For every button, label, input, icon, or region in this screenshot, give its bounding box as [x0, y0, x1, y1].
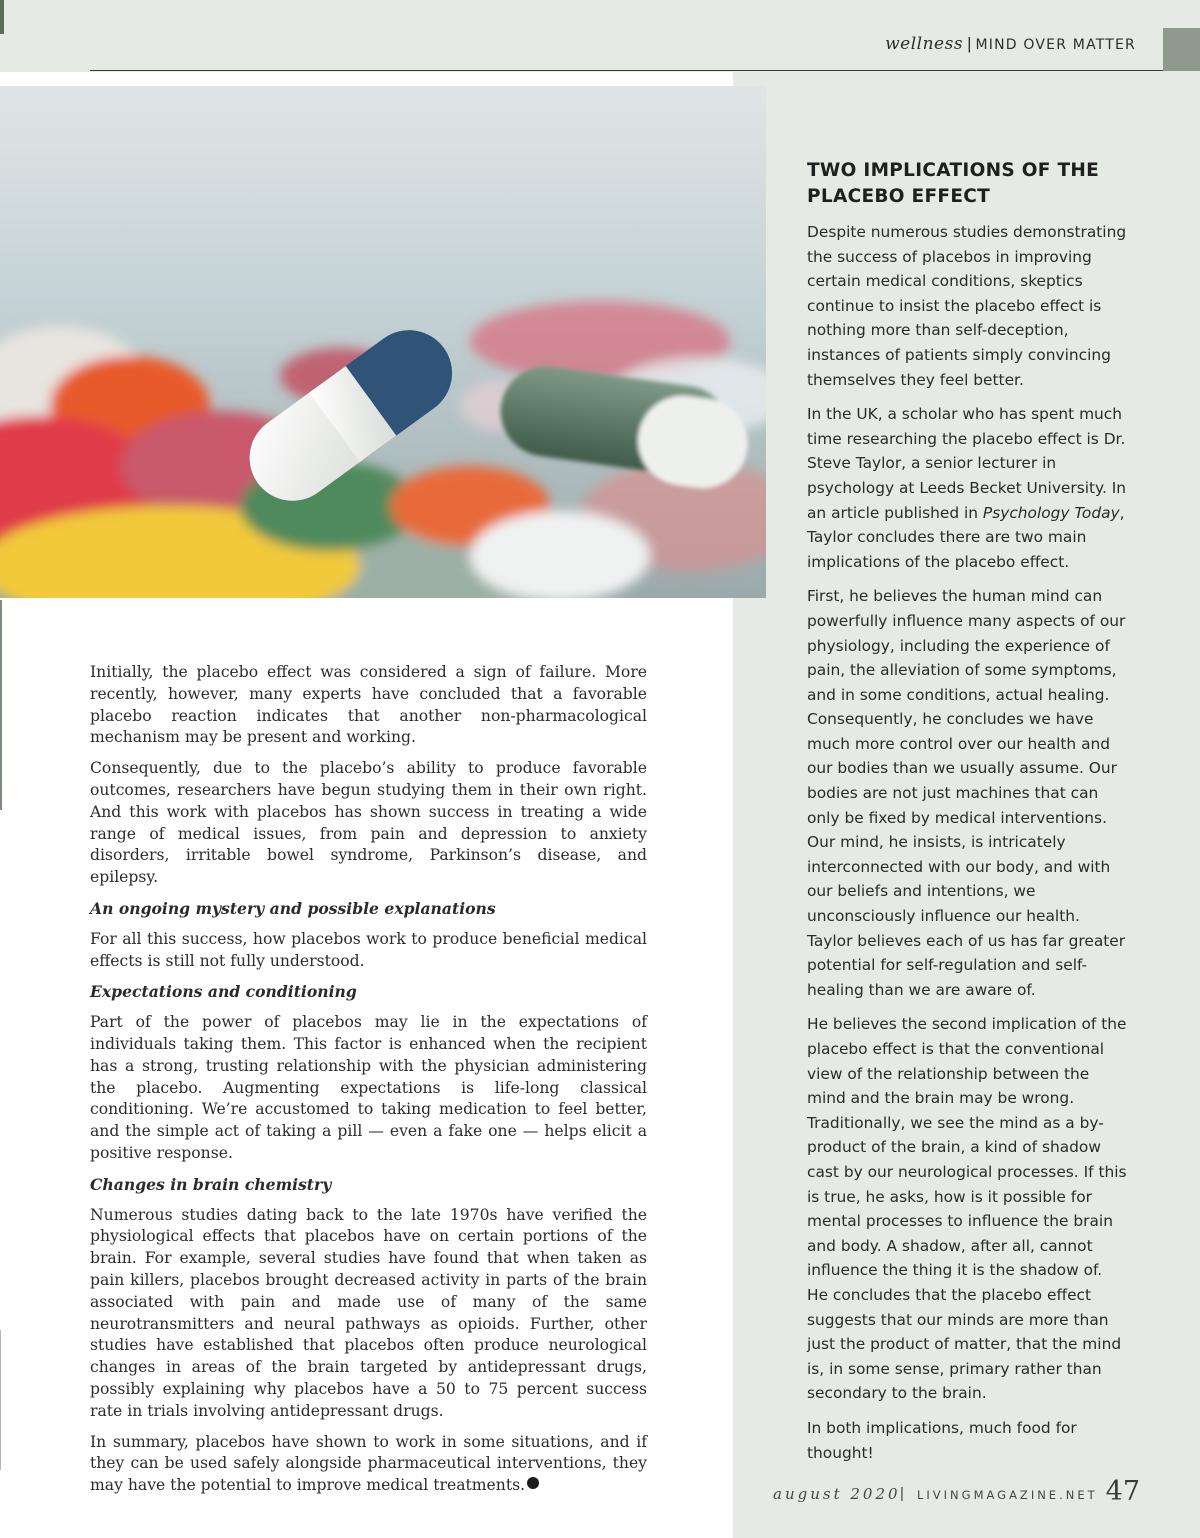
sidebar-paragraph-4: He believes the second implication of the placebo effect is that the conventional view of the relationship between the mind and the brain may be wrong. Traditionally, we see the mind as a by-product of the brain, a kind of shadow cast by our neurological processes. If this is true, he asks, how is it possible for mental processes to influence the brain and body. A shadow, after all, cannot influence the thing it is the shadow of. He concludes that the placebo effect suggests that our minds are more than just the product of matter, that the mind is, in some sense, primary rather than secondary to the brain.	[807, 1015, 1127, 1403]
main-paragraph-6-text: In summary, placebos have shown to work in some situations, and if they can be used safely alongside pharmaceutical interventions, they may have the potential to improve medical treatments.	[90, 1432, 647, 1495]
subheading-expectations: Expectations and conditioning	[90, 982, 357, 1002]
publication-name: Psychology Today	[982, 503, 1120, 522]
running-header	[885, 34, 1136, 54]
pills-photo-icon	[0, 86, 766, 598]
page-number: 47	[1105, 1476, 1140, 1507]
main-paragraph-3: For all this success, how placebos work to produce beneficial medical effects is still not fully understood.	[90, 929, 647, 970]
main-paragraph-6	[90, 1432, 647, 1497]
issue-date: august 2020	[773, 1485, 901, 1503]
page-footer	[770, 1476, 1140, 1512]
header-separator: |	[967, 34, 972, 53]
website-url: LIVINGMAGAZINE.NET	[917, 1488, 1098, 1502]
main-paragraph-4: Part of the power of placebos may lie in the expectations of individuals taking them. This factor is enhanced when the recipient has a strong, trusting relationship with the physician administering the placebo. Augmenting expectations is life-long classical conditioning. We’re accustomed to taking medication to feel better, and the simple act of taking a pill — even a fake one — helps elicit a positive response.	[90, 1013, 647, 1162]
sidebar-paragraph-2	[807, 402, 1127, 574]
end-mark-icon	[527, 1477, 539, 1489]
main-article	[90, 662, 647, 1506]
header-left-accent	[0, 0, 4, 34]
left-edge-rule	[0, 1330, 1, 1470]
sidebar-paragraph-5: In both implications, much food for thought!	[807, 1418, 1077, 1462]
sidebar-title	[807, 158, 1127, 210]
header-tab	[1163, 28, 1200, 71]
sidebar-article	[807, 158, 1127, 1475]
subheading-brain-chemistry: Changes in brain chemistry	[90, 1174, 332, 1194]
sidebar-title-line-2: PLACEBO EFFECT	[807, 186, 991, 207]
sidebar-paragraph-3: First, he believes the human mind can powerfully influence many aspects of our physiology, including the experience of pain, the alleviation of some symptoms, and in some conditions, actual healing. Consequently, he concludes we have much more control over our health and our bodies than we usually assume. Our bodies are not just machines that can only be fixed by medical interventions. Our mind, he insists, is intricately interconnected with our body, and with our beliefs and intentions, we unconsciously influence our health. Taylor believes each of us has far greater potential for self-regulation and self-healing than we are aware of.	[807, 587, 1126, 999]
main-paragraph-2: Consequently, due to the placebo’s ability to produce favorable outcomes, researchers have begun studying them in their own right. And this work with placebos has shown success in treating a wide range of medical issues, from pain and depression to anxiety disorders, irritable bowel syndrome, Parkinson’s disease, and epilepsy.	[90, 759, 647, 887]
sidebar-title-line-1: TWO IMPLICATIONS OF THE	[807, 160, 1100, 181]
subheading-mystery: An ongoing mystery and possible explanations	[90, 898, 496, 918]
left-edge-accent	[0, 600, 2, 810]
header-rule	[90, 70, 1163, 71]
header-section: wellness	[885, 34, 964, 54]
header-topic: MIND OVER MATTER	[975, 37, 1136, 53]
main-paragraph-1: Initially, the placebo effect was considered a sign of failure. More recently, however, many experts have concluded that a favorable placebo reaction indicates that another non-pharmacological mechanism may be present and working.	[90, 663, 647, 747]
footer-separator: |	[900, 1485, 904, 1502]
sidebar-paragraph-1: Despite numerous studies demonstrating the success of placebos in improving certain medical conditions, skeptics continue to insist the placebo effect is nothing more than self-deception, instances of patients simply convincing themselves they feel better.	[807, 223, 1127, 389]
main-paragraph-5: Numerous studies dating back to the late 1970s have verified the physiological effects that placebos have on certain portions of the brain. For example, several studies have found that when taken as pain killers, placebos brought decreased activity in parts of the brain associated with pain and made use of many of the same neurotransmitters and neural pathways as opioids. Further, other studies have established that placebos often produce neurological changes in areas of the brain targeted by antidepressant drugs, possibly explaining why placebos have a 50 to 75 percent success rate in trials involving antidepressant drugs.	[90, 1205, 647, 1420]
sidebar-paragraph-2-start: In the UK, a scholar who has spent much time researching the placebo effect is Dr. Steve Taylor, a senior lecturer in psychology at Leeds Becket University. In an article published in	[807, 405, 1127, 522]
sidebar-paragraph-2-end: , Taylor concludes there are two main implications of the placebo effect.	[807, 503, 1125, 571]
pills-illustration	[0, 86, 766, 598]
